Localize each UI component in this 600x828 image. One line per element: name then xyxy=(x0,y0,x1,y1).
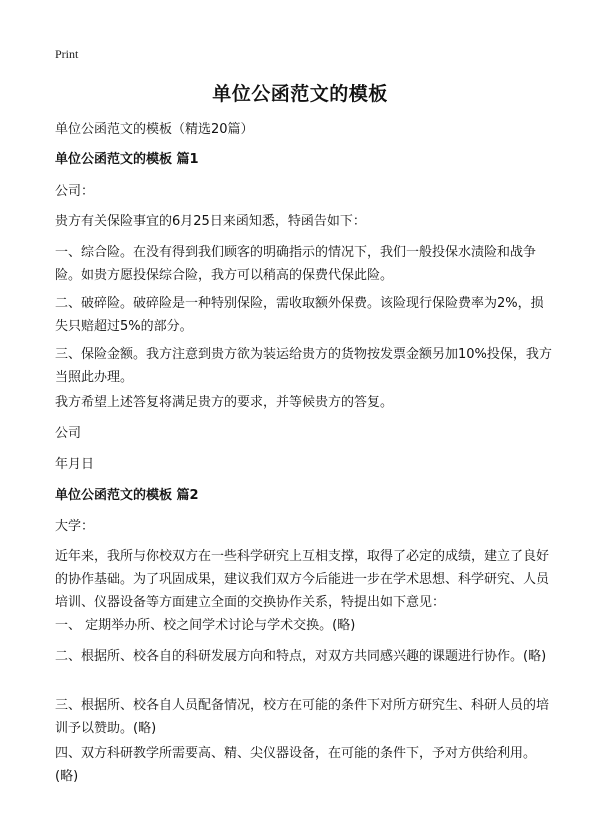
section2-item3: 三、根据所、校各自人员配备情况，校方在可能的条件下对所方研究生、科研人员的培训予以赞助。(略) xyxy=(55,698,550,736)
page-title: 单位公函范文的模板 xyxy=(212,83,388,105)
section1-salutation: 公司： xyxy=(55,184,95,199)
section1-intro: 贵方有关保险事宜的6月25日来函知悉，特函告如下： xyxy=(55,214,366,229)
section2-salutation: 大学： xyxy=(55,519,95,534)
section1-item3: 三、保险金额。我方注意到贵方欲为装运给贵方的货物按发票金额另加10%投保，我方当照此办理。 xyxy=(55,347,552,385)
section2-item2: 二、根据所、校各自的科研发展方向和特点，对双方共同感兴趣的课题进行协作。(略) xyxy=(55,649,547,664)
print-label: Print xyxy=(55,47,79,61)
subtitle: 单位公函范文的模板（精选20篇） xyxy=(55,122,254,137)
section2-item1: 一、 定期举办所、校之间学术讨论与学术交换。(略) xyxy=(55,618,356,633)
section1-item1: 一、综合险。在没有得到我们顾客的明确指示的情况下，我们一般投保水渍险和战争险。如贵方愿投保综合险，我方可以稍高的保费代保此险。 xyxy=(55,245,537,283)
section2-heading: 单位公函范文的模板 篇2 xyxy=(55,488,199,503)
section2-intro: 近年来，我所与你校双方在一些科学研究上互相支撑，取得了必定的成绩，建立了良好的协作基础。为了巩固成果，建议我们双方今后能进一步在学术思想、科学研究、人员培训、仪器设备等方面建立全面的交换协作关系，特提出如下意见： xyxy=(55,549,550,610)
section1-signature: 公司 xyxy=(55,426,82,441)
section2-item4: 四、双方科研教学所需要高、精、尖仪器设备，在可能的条件下，予对方供给利用。(略) xyxy=(55,746,537,784)
section1-item2: 二、破碎险。破碎险是一种特别保险，需收取额外保费。该险现行保险费率为2%，损失只赔超过5%的部分。 xyxy=(55,296,544,334)
section1-heading: 单位公函范文的模板 篇1 xyxy=(55,152,199,167)
section1-closing: 我方希望上述答复将满足贵方的要求，并等候贵方的答复。 xyxy=(55,395,394,410)
section1-date: 年月日 xyxy=(55,457,95,472)
